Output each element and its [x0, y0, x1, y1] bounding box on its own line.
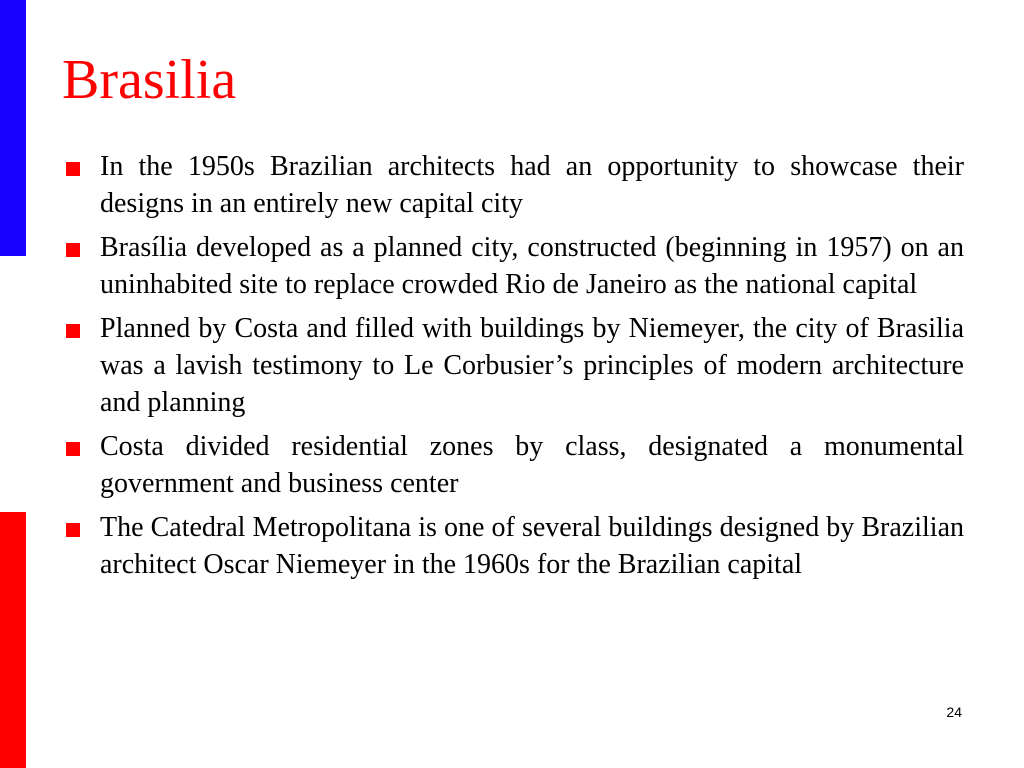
bullet-item [64, 428, 964, 502]
bullet-text: Costa divided residential zones by class, designated a monumental government and business center [100, 431, 964, 499]
bullet-item [64, 229, 964, 303]
bullet-item [64, 509, 964, 583]
square-bullet-icon [66, 324, 80, 338]
bullet-item [64, 148, 964, 222]
bullet-item [64, 310, 964, 421]
slide-title: Brasilia [62, 49, 237, 111]
bullet-text: Brasília developed as a planned city, constructed (beginning in 1957) on an uninhabited site to replace crowded Rio de Janeiro as the national capital [100, 232, 964, 300]
bullet-text: In the 1950s Brazilian architects had an opportunity to showcase their designs in an entirely new capital city [100, 151, 964, 219]
bullet-list [64, 148, 964, 590]
bullet-text: Planned by Costa and filled with buildings by Niemeyer, the city of Brasilia was a lavish testimony to Le Corbusier’s principles of modern architecture and planning [100, 313, 964, 418]
left-accent-bar-red [0, 512, 26, 768]
square-bullet-icon [66, 442, 80, 456]
bullet-text: The Catedral Metropolitana is one of several buildings designed by Brazilian architect Oscar Niemeyer in the 1960s for the Brazilian capital [100, 512, 964, 580]
square-bullet-icon [66, 162, 80, 176]
square-bullet-icon [66, 523, 80, 537]
left-accent-bar-blue [0, 0, 26, 256]
square-bullet-icon [66, 243, 80, 257]
page-number: 24 [946, 704, 962, 720]
